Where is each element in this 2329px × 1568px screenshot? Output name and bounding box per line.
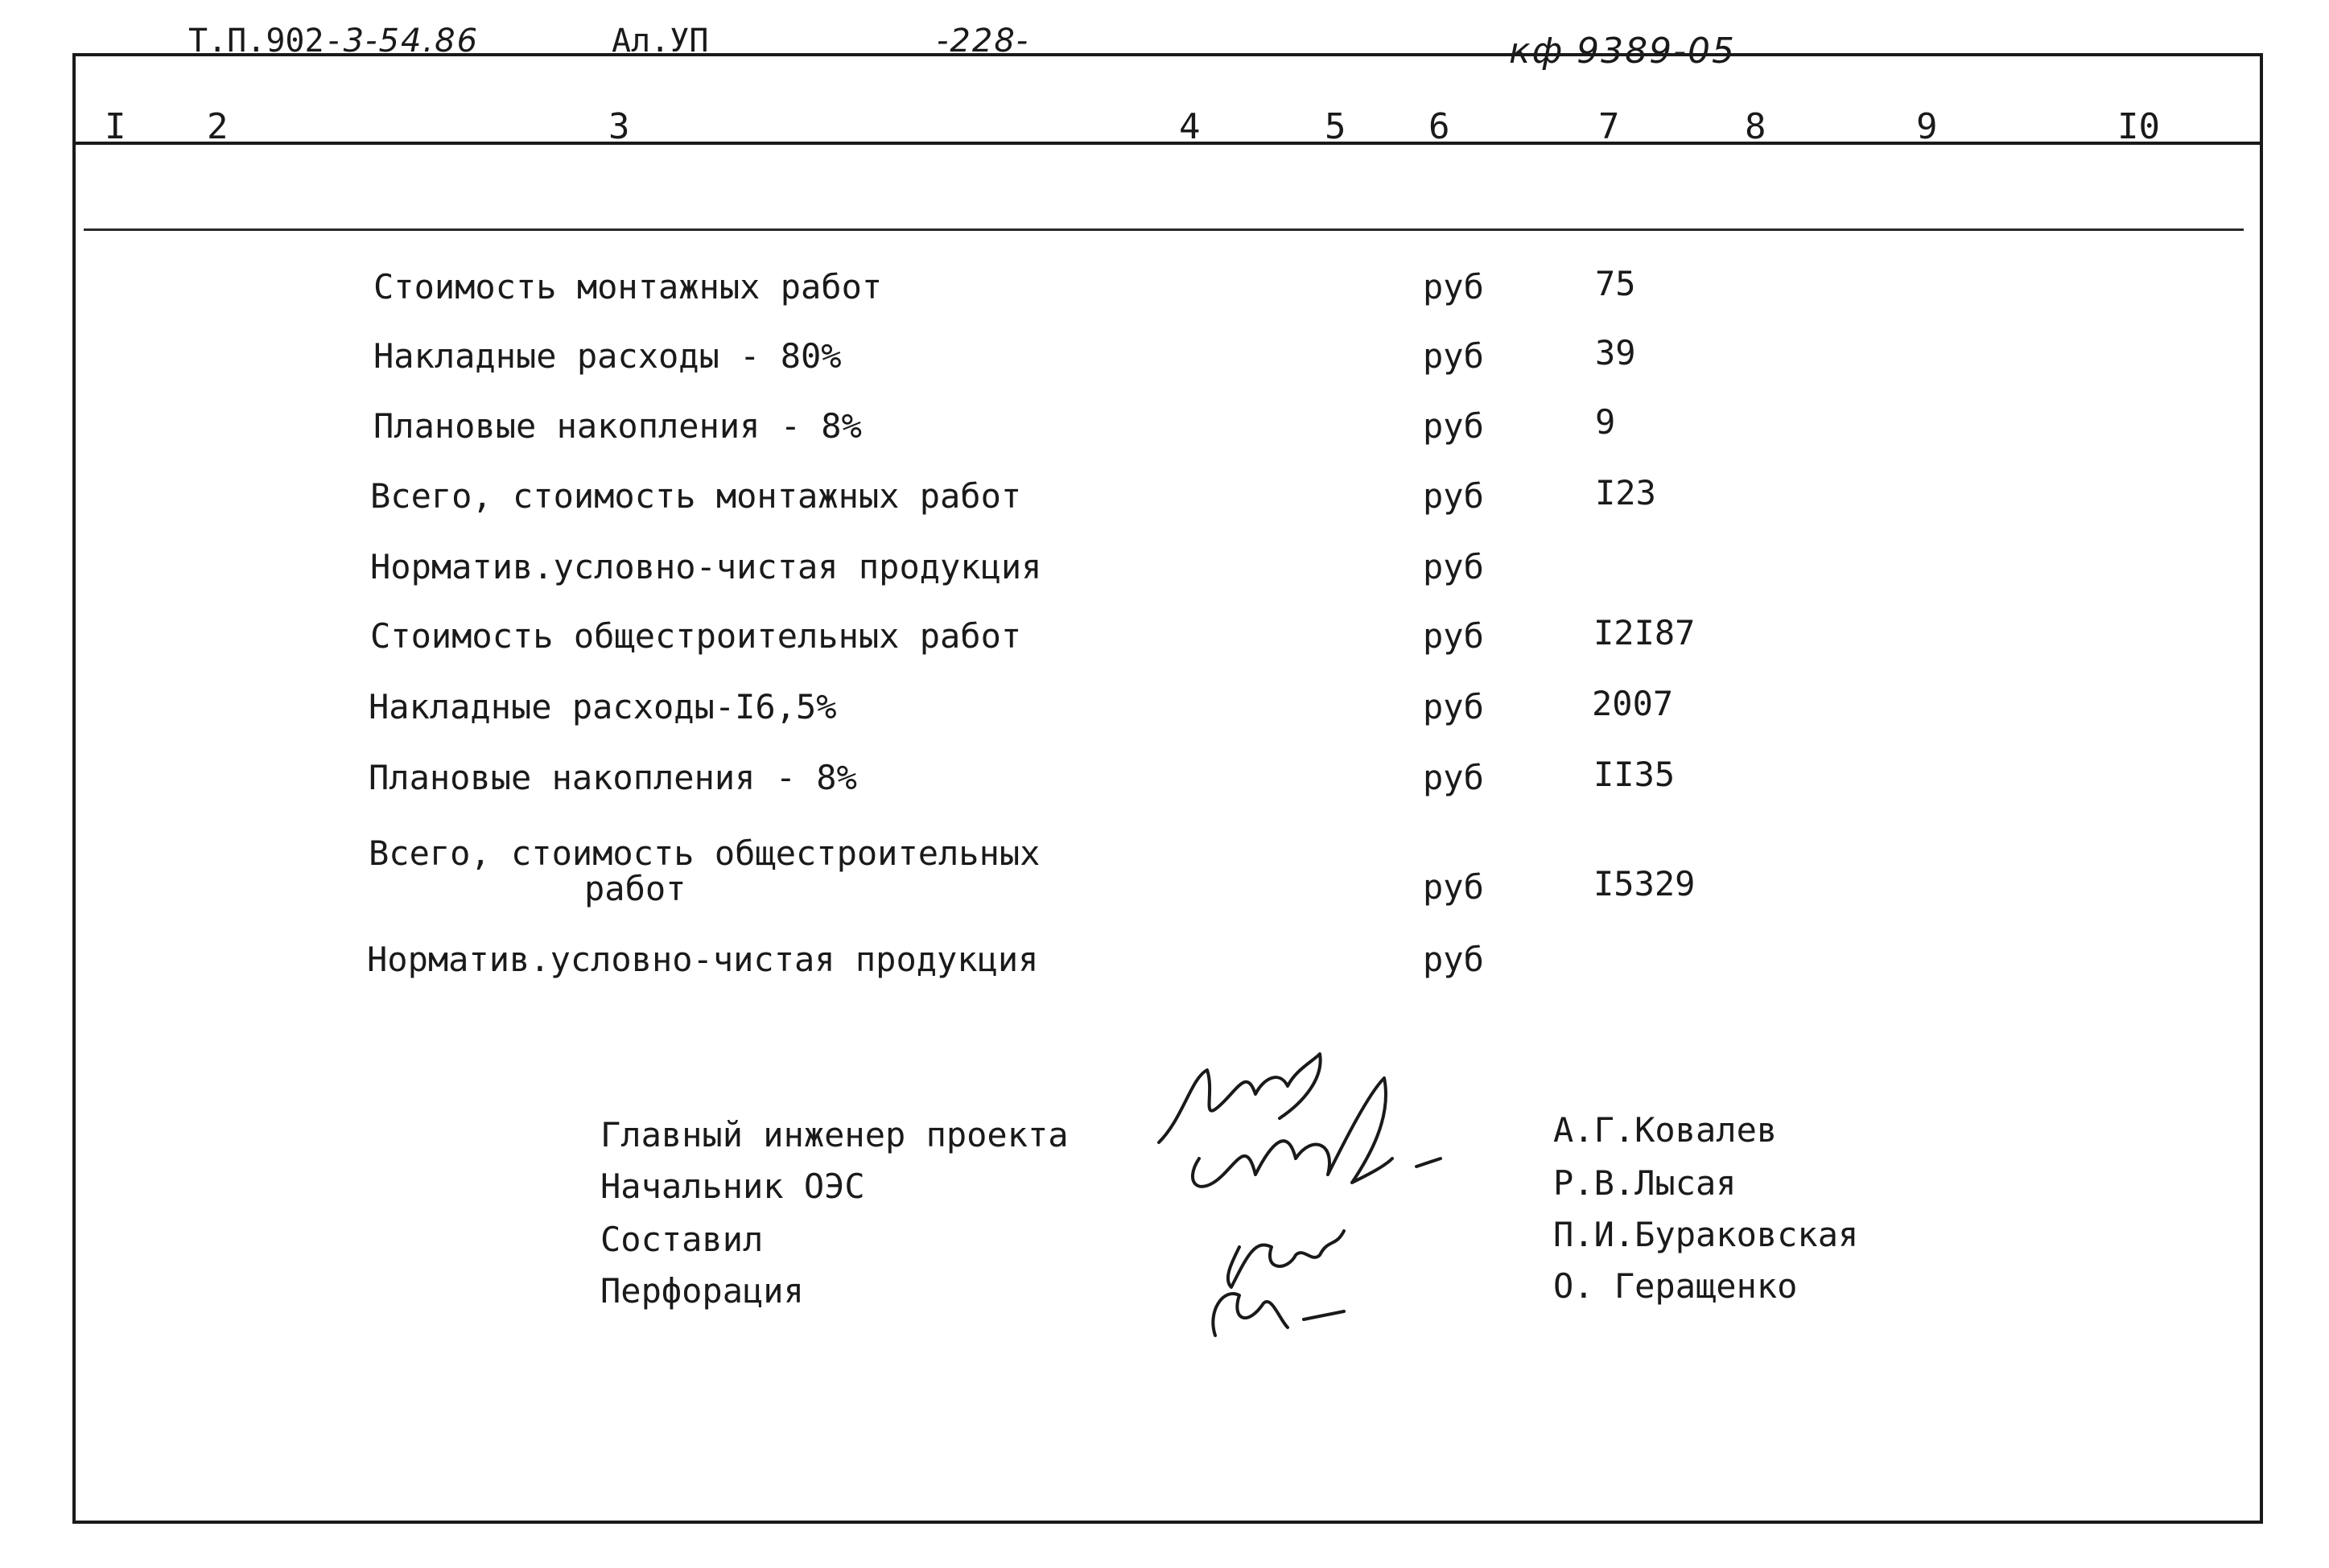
signature-perforation [1213, 1294, 1288, 1335]
row-unit: руб [1423, 267, 1484, 307]
row-name-continuation: работ [584, 869, 686, 908]
row-value: I23 [1595, 473, 1656, 512]
column-number: 6 [1428, 106, 1450, 147]
column-number: 9 [1916, 106, 1938, 147]
signature-compiler [1228, 1231, 1344, 1287]
row-value: I2I87 [1593, 613, 1696, 652]
row-unit: руб [1423, 476, 1484, 516]
stamp-number: кф 9389-05 [1509, 31, 1737, 72]
signature-person: Р.В.Лысая [1553, 1163, 1737, 1203]
page-number: -228- [937, 23, 1030, 60]
row-unit: руб [1423, 547, 1484, 586]
document-code [188, 23, 479, 60]
row-name: Стоимость монтажных работ [373, 267, 883, 307]
row-name: Всего, стоимость общестроительных [369, 833, 1041, 873]
signature-dash-2 [1304, 1311, 1344, 1319]
row-unit: руб [1423, 687, 1484, 726]
signature-head-oes [1193, 1078, 1392, 1187]
signature-role: Составил [600, 1220, 764, 1259]
column-number: 3 [608, 106, 630, 147]
column-number: 8 [1745, 106, 1766, 147]
row-value: II35 [1593, 755, 1676, 794]
signature-role: Главный инженер проекта [600, 1115, 1069, 1154]
row-value: 2007 [1592, 684, 1674, 723]
signature-role: Перфорация [600, 1271, 804, 1311]
signature-role: Начальник ОЭС [600, 1167, 865, 1206]
signature-chief-engineer [1159, 1054, 1321, 1142]
row-unit: руб [1423, 616, 1484, 656]
signature-person: А.Г.Ковалев [1553, 1110, 1778, 1150]
row-unit: руб [1423, 940, 1484, 979]
column-number: 7 [1598, 106, 1620, 147]
row-name: Накладные расходы - 80% [373, 336, 842, 376]
row-value: I5329 [1593, 864, 1696, 903]
row-value: 39 [1595, 333, 1636, 372]
row-value: 75 [1595, 264, 1636, 303]
album-label: Ал.УП [612, 23, 709, 60]
row-unit: руб [1423, 758, 1484, 797]
handwritten-signatures [1151, 1046, 1489, 1352]
column-number: I0 [2117, 106, 2160, 147]
row-value: 9 [1595, 402, 1616, 442]
row-name: Накладные расходы-I6,5% [369, 687, 837, 726]
column-number: 2 [207, 106, 229, 147]
row-name: Норматив.условно-чистая продукция [370, 547, 1042, 586]
column-header-divider [84, 228, 2244, 231]
document-code-printed: Т.П.902- [188, 23, 344, 60]
signature-dash-1 [1416, 1159, 1441, 1167]
signature-person: О. Геращенко [1553, 1266, 1798, 1306]
row-name: Стоимость общестроительных работ [370, 616, 1022, 656]
row-unit: руб [1423, 406, 1484, 446]
row-unit: руб [1423, 336, 1484, 376]
row-name: Норматив.условно-чистая продукция [367, 940, 1039, 979]
row-name: Плановые накопления - 8% [369, 758, 857, 797]
row-name: Всего, стоимость монтажных работ [370, 476, 1022, 516]
row-unit: руб [1423, 867, 1484, 907]
column-number: 4 [1179, 106, 1201, 147]
column-number: 5 [1325, 106, 1346, 147]
column-number: I [105, 106, 126, 147]
document-code-handwritten: 3-54.86 [343, 23, 480, 60]
row-name: Плановые накопления - 8% [373, 406, 862, 446]
signature-person: П.И.Бураковская [1553, 1215, 1859, 1254]
